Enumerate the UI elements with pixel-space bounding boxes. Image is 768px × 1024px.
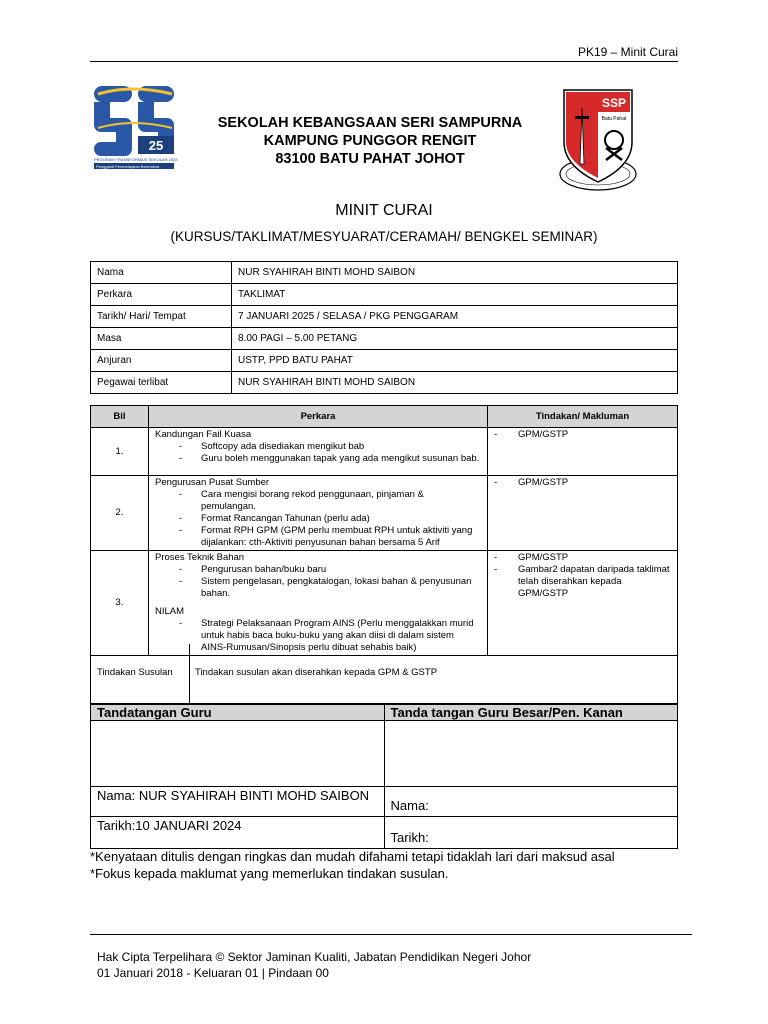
row-perkara: [149, 551, 488, 656]
signature-date-row: [91, 817, 678, 849]
teacher-signature-header: Tandatangan Guru: [91, 705, 385, 721]
topic-subheading: NILAM: [155, 606, 185, 617]
teacher-date: Tarikh:10 JANUARI 2024: [91, 817, 385, 849]
info-value: 8.00 PAGI – 5.00 PETANG: [232, 328, 678, 350]
followup-label: Tindakan Susulan: [97, 667, 173, 678]
header-divider: [90, 61, 678, 62]
row-perkara: [149, 476, 488, 551]
headmaster-signature-header: Tanda tangan Guru Besar/Pen. Kanan: [384, 705, 678, 721]
row-action: [488, 476, 678, 551]
signature-box-row: [91, 721, 678, 787]
action-item: - Gambar2 dapatan daripada taklimat telah diserahkan kepada GPM/GSTP: [494, 564, 671, 600]
teacher-name: Nama: NUR SYAHIRAH BINTI MOHD SAIBON: [91, 787, 385, 817]
row-number: 3.: [91, 551, 149, 656]
document-title: MINIT CURAI: [335, 202, 433, 219]
logo-caption-program: PROGRAM TRANSFORMASI SEKOLAH 2025: [94, 157, 178, 162]
bil-header: Bil: [91, 406, 149, 428]
footer-copyright: Hak Cipta Terpelihara © Sektor Jaminan Kualiti, Jabatan Pendidikan Negeri Johor: [97, 950, 532, 964]
row-perkara: [149, 428, 488, 476]
document-subtitle: (KURSUS/TAKLIMAT/MESYUARAT/CERAMAH/ BENGKEL SEMINAR): [170, 229, 598, 244]
minutes-row: [91, 476, 678, 551]
topic-point: - Format RPH GPM (GPM perlu membuat RPH untuk aktiviti yang dijalankan: cth-Aktiviti penyusunan bahan bersama 5 Arif: [155, 525, 481, 549]
row-number: 2.: [91, 476, 149, 551]
signature-table: [90, 704, 678, 849]
topic-point: - Strategi Pelaksanaan Program AINS (Perlu menggalakkan murid untuk habis baca buku-buku yang akan diisi di dalam sistem AINS-Rumusan/Sinopsis perlu dibuat sehabis baik): [155, 618, 481, 654]
followup-section: [90, 644, 678, 704]
info-row: [91, 306, 678, 328]
info-value: NUR SYAHIRAH BINTI MOHD SAIBON: [232, 262, 678, 284]
logo-caption-tagline: Pengganti Pembelajaran Bermakna: [96, 164, 160, 169]
info-value: 7 JANUARI 2025 / SELASA / PKG PENGGARAM: [232, 306, 678, 328]
school-address-line: KAMPUNG PUNGGOR RENGIT: [263, 133, 477, 149]
info-label: Masa: [91, 328, 232, 350]
topic-point: - Pengurusan bahan/buku baru: [155, 564, 481, 576]
transformasi-sekolah-logo: [92, 84, 178, 170]
info-value: NUR SYAHIRAH BINTI MOHD SAIBON: [232, 372, 678, 394]
note-line: *Fokus kepada maklumat yang memerlukan tindakan susulan.: [90, 866, 449, 881]
document-reference: PK19 – Minit Curai: [577, 45, 678, 59]
footer-divider: [90, 934, 692, 935]
footer-edition: 01 Januari 2018 - Keluaran 01 | Pindaan 00: [97, 966, 329, 980]
headmaster-signature-box[interactable]: [384, 721, 678, 787]
info-row: [91, 262, 678, 284]
topic-point: - Softcopy ada disediakan mengikut bab: [155, 441, 481, 453]
minutes-table: [90, 405, 678, 656]
minutes-header-row: [91, 406, 678, 428]
topic-heading: Kandungan Fail Kuasa: [155, 429, 252, 440]
row-action: [488, 428, 678, 476]
signature-name-row: [91, 787, 678, 817]
info-label: Pegawai terlibat: [91, 372, 232, 394]
logo-number: 25: [148, 138, 164, 153]
school-crest-logo: [556, 86, 640, 194]
row-action: [488, 551, 678, 656]
perkara-header: Perkara: [149, 406, 488, 428]
action-item: - GPM/GSTP: [494, 429, 671, 441]
note-line: *Kenyataan ditulis dengan ringkas dan mudah difahami tetapi tidaklah lari dari maksud asal: [90, 849, 615, 864]
minutes-row: [91, 551, 678, 656]
crest-letters: SSP: [601, 96, 627, 110]
school-header: [190, 114, 550, 168]
topic-heading: Pengurusan Pusat Sumber: [155, 477, 270, 488]
topic-heading: Proses Teknik Bahan: [155, 552, 245, 563]
tindakan-header: Tindakan/ Makluman: [488, 406, 678, 428]
info-value: USTP, PPD BATU PAHAT: [232, 350, 678, 372]
info-row: [91, 328, 678, 350]
info-table: [90, 261, 678, 394]
info-value: TAKLIMAT: [232, 284, 678, 306]
minutes-row: [91, 428, 678, 476]
followup-value: Tindakan susulan akan diserahkan kepada GPM & GSTP: [195, 667, 438, 678]
topic-point: - Cara mengisi borang rekod penggunaan, pinjaman & pemulangan.: [155, 489, 481, 513]
info-label: Anjuran: [91, 350, 232, 372]
crest-caption: Batu Pahat: [601, 116, 627, 122]
followup-divider: [189, 644, 190, 703]
teacher-signature-box[interactable]: [91, 721, 385, 787]
topic-point: - Format Rancangan Tahunan (perlu ada): [155, 513, 481, 525]
info-row: [91, 350, 678, 372]
school-name: SEKOLAH KEBANGSAAN SERI SAMPURNA: [217, 115, 523, 131]
info-label: Nama: [91, 262, 232, 284]
row-number: 1.: [91, 428, 149, 476]
action-item: - GPM/GSTP: [494, 477, 671, 489]
info-label: Perkara: [91, 284, 232, 306]
school-postcode-line: 83100 BATU PAHAT JOHOT: [275, 151, 465, 167]
action-item: - GPM/GSTP: [494, 552, 671, 564]
topic-point: - Sistem pengelasan, pengkatalogan, lokasi bahan & penyusunan bahan.: [155, 576, 481, 600]
signature-header-row: [91, 705, 678, 721]
info-row: [91, 284, 678, 306]
headmaster-date: Tarikh:: [384, 817, 678, 849]
info-label: Tarikh/ Hari/ Tempat: [91, 306, 232, 328]
headmaster-name: Nama:: [384, 787, 678, 817]
info-row: [91, 372, 678, 394]
topic-point: - Guru boleh menggunakan tapak yang ada mengikut susunan bab.: [155, 453, 481, 465]
